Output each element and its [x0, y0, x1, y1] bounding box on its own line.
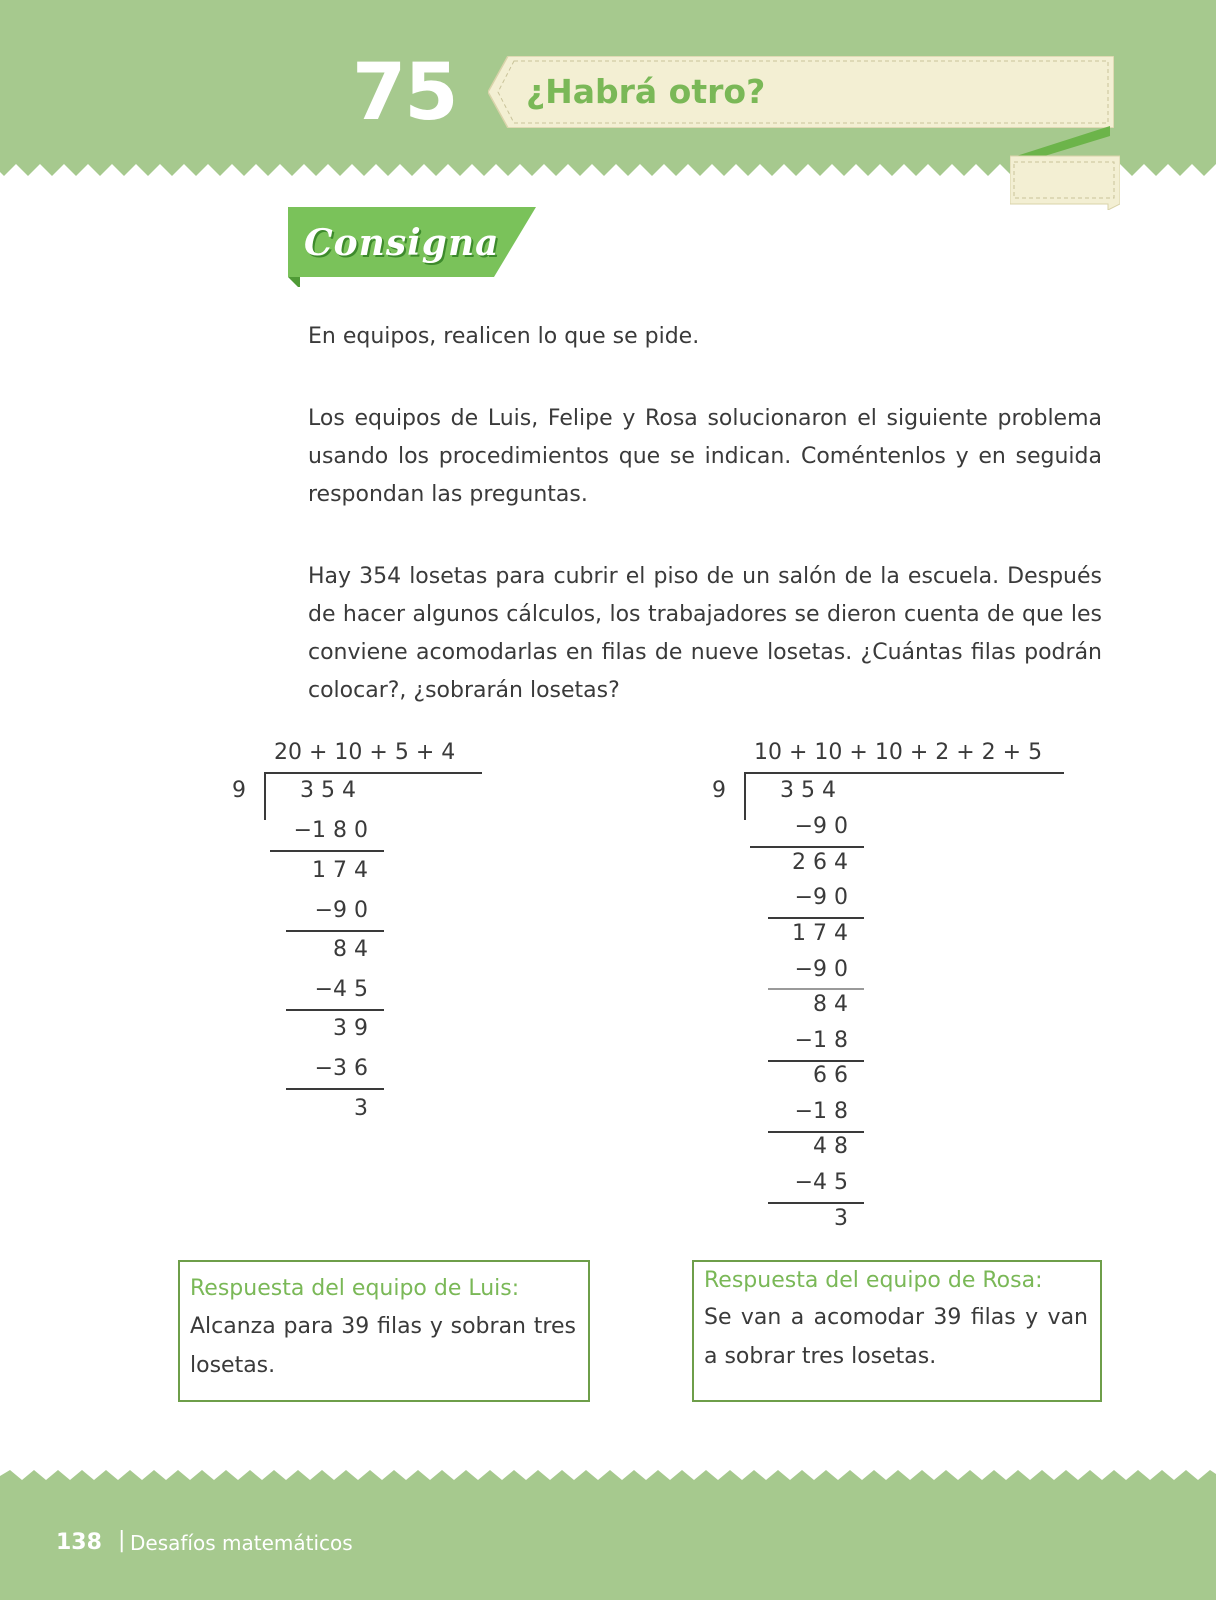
division-bracket [744, 772, 746, 820]
step: −9 0 [314, 898, 368, 923]
step-line [768, 1202, 864, 1204]
step: 6 6 [813, 1063, 848, 1088]
step-line [286, 1088, 384, 1090]
remainder: 3 [354, 1096, 368, 1121]
step-line [750, 846, 864, 848]
instruction-context: Los equipos de Luis, Felipe y Rosa solucionaron el siguiente problema usando los procedimientos que se indican. Coméntenlos y en seguida respondan las preguntas. [308, 406, 1102, 507]
answer-text: Alcanza para 39 filas y sobran tres losetas. [190, 1314, 576, 1378]
step: −1 8 0 [293, 818, 368, 843]
step-line [768, 1131, 864, 1133]
step: −1 8 [794, 1028, 848, 1053]
answer-label: Respuesta del equipo de Luis: [190, 1276, 520, 1301]
book-title: Desafíos matemáticos [130, 1531, 353, 1555]
answer-box-rosa [692, 1260, 1102, 1402]
answer-label: Respuesta del equipo de Rosa: [704, 1268, 1043, 1293]
quotient: 20 + 10 + 5 + 4 [274, 740, 456, 765]
step: 2 6 4 [792, 850, 848, 875]
page-title: ¿Habrá otro? [526, 72, 766, 111]
divisor: 9 [232, 778, 246, 803]
divisor: 9 [712, 778, 726, 803]
step: −9 0 [794, 957, 848, 982]
step: 1 7 4 [312, 858, 368, 883]
step: 1 7 4 [792, 921, 848, 946]
dividend: 3 5 4 [300, 778, 356, 803]
step-line [768, 917, 864, 919]
instruction-intro: En equipos, realicen lo que se pide. [308, 324, 700, 349]
step-line [768, 1060, 864, 1062]
step: −4 5 [794, 1170, 848, 1195]
step: −1 8 [794, 1099, 848, 1124]
quotient: 10 + 10 + 10 + 2 + 2 + 5 [754, 740, 1043, 765]
remainder: 3 [834, 1206, 848, 1231]
step-line [286, 1009, 384, 1011]
step: −9 0 [794, 814, 848, 839]
step-line [286, 930, 384, 932]
step: 8 4 [813, 992, 848, 1017]
quotient-bar [264, 772, 482, 774]
quotient-bar [744, 772, 1064, 774]
answer-box-luis [178, 1260, 590, 1402]
step: −3 6 [314, 1056, 368, 1081]
step-line [270, 850, 384, 852]
ribbon-fold [1010, 126, 1120, 210]
step: 3 9 [333, 1016, 368, 1041]
step: 4 8 [813, 1134, 848, 1159]
division-bracket [264, 772, 266, 820]
answer-text: Se van a acomodar 39 filas y van a sobrar tres losetas. [704, 1305, 1088, 1369]
step-line [768, 988, 864, 990]
step: −4 5 [314, 977, 368, 1002]
dividend: 3 5 4 [780, 778, 836, 803]
step: 8 4 [333, 937, 368, 962]
consigna-label: Consigna [304, 222, 500, 264]
lesson-number: 75 [352, 48, 457, 138]
problem-statement: Hay 354 losetas para cubrir el piso de un salón de la escuela. Después de hacer algunos cálculos, los trabajadores se dieron cuenta de que les conviene acomodarlas en filas de nueve losetas. ¿Cuántas filas podrán colocar?, ¿sobrarán losetas? [308, 564, 1102, 703]
page-number: 138 [56, 1530, 102, 1555]
step: −9 0 [794, 885, 848, 910]
footer-separator: | [118, 1528, 126, 1553]
